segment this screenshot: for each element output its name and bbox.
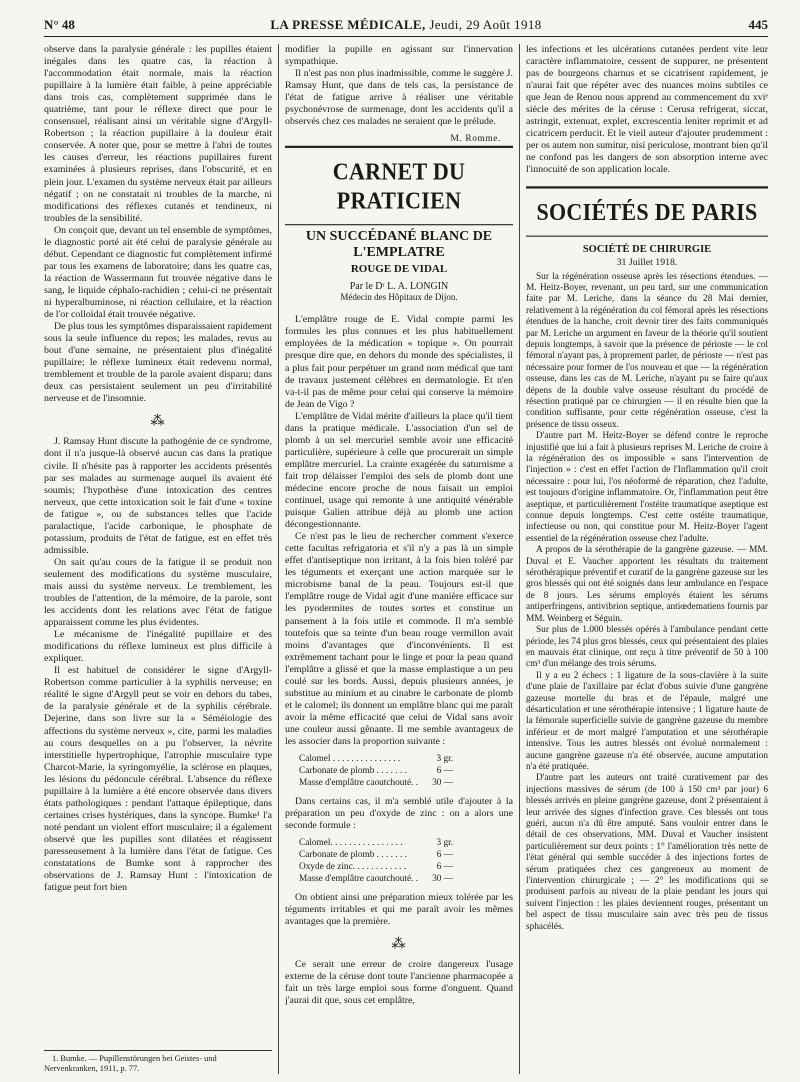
ingredient: Calomel. . . . . . . . . . . . . . . . (299, 838, 403, 849)
society-name: SOCIÉTÉ DE CHIRURGIE (582, 243, 712, 255)
author-affiliation: Médecin des Hôpitaux de Dijon. (340, 292, 458, 303)
paragraph: Sur plus de 1.000 blessés opérés à l'ambulance pendant cette période, les 74 plus gros blessés, ceux qui présentaient des plaies en mauvais état clinique, ont reçu à titre préventif de 50 à 100 cm³ d'un mélange des trois sérums. (526, 625, 768, 670)
paragraph: D'autre part M. Heitz-Boyer se défend contre le reproche injustifié que lui a fait à plusieurs reprises M. Leriche de croire à la régénération des os impossible « sans l'intervention de l'injection » : c'est en effet l'action de l'Inflammation qu'il croit nécessaire : pour lui, l'os néoformé de réparation, chez l'adulte, est toujours d'origine inflammatoire. Or, l'inflammation peut être aseptique, et particulièrement l'ostéite traumatique aseptique est connue depuis longtemps. C'est cette ostéite traumatique, infectieuse ou non, qui constitue pour M. Heitz-Boyer l'agent essentiel de la régénération osseuse chez l'adulte. (526, 431, 768, 544)
issue-date: Jeudi, 29 Août 1918 (429, 17, 542, 32)
ingredient: Carbonate de plomb . . . . . . . (299, 766, 407, 777)
formula-row (299, 754, 457, 766)
footnote: 1. Bumke. — Pupillenstörungen bei Geistes- und Nervenkranken, 1911, p. 77. (44, 1050, 272, 1074)
masthead (44, 17, 768, 33)
quantity: 3 gr. (436, 838, 454, 849)
paragraph: D'autre part les auteurs ont traité curativement par des injections massives de sérum (de 100 à 150 cm³ par jour) 6 blessés arrivés en pleine gangrène gazeuse, dont 2 présentaient à leur arrivée des signes d'infection grave. Ces blessés ont tous guéri, aucun n'a dû être amputé. Sans vouloir entrer dans le détail de ces observations, MM. Duval et Vaucher insistent particulièrement sur deux points : 1° l'amélioration très nette de l'état général qui semble succéder à des injections fortes de sérum pratiquées chez ces gangreneux au moment de l'intervention chirurgicale ; — 2° les modifications qui se produisent parfois au niveau de la plaie pendant les jours qui suivent l'injection : les plaies deviennent rouges, présentant un bel aspect de tissu musculaire sain avec très peu de tissus sphacélés. (526, 773, 768, 932)
paragraph: On obtient ainsi une préparation mieux tolérée par les téguments irritables et qui me paraît avoir les mêmes avantages que la première. (285, 892, 513, 928)
ingredient: Masse d'emplâtre caoutchouté. . (299, 778, 419, 789)
paragraph: On conçoit que, devant un tel ensemble de symptômes, le diagnostic porté ait été celui de paralysie générale au début. Cependant ce diagnostic fut complètement infirmé par tous les examens de laboratoire; dans les quatre cas, la réaction de Wassermann fut trouvée négative dans le sang, le liquide céphalo-rachidien ; celui-ci ne présentait ni hyperalbuminose, ni réaction cellulaire, et la réaction de l'or colloïdal était trouvée négative. (44, 224, 272, 321)
quantity: 6 — (436, 766, 454, 777)
paragraph: Ce n'est pas le lieu de rechercher comment s'exerce cette facultas refrigatoria et s'il n'y a pas là un simple effet d'antiseptique non irritant, à la fois bien toléré par les téguments et exerçant une action marquée sur le microbisme banal de la peau. Toujours est-il que l'emplâtre rouge de Vidal agit d'une manière efficace sur les pyodermites de toutes sortes et constitue un pansement à la fois utile et commode. Il m'a semblé toutefois que sa teinte d'un beau rouge vermillon avait moins d'avantages que d'inconvénients. Il est extrêmement tachant pour le linge et pour la peau quand l'emplâtre a glissé et que la masse emplastique a un peu coulé sur les bords. Aussi, depuis plusieurs années, je substitue au minium et au cinabre le carbonate de plomb et le calomel; ils donnent un emplâtre blanc qui me paraît avoir la même efficacité que celui de Vidal sans avoir une couleur aussi gênante. Il me semble avantageux de les associer dans la proportion suivante : (285, 531, 513, 747)
formula-table (299, 838, 457, 886)
column-1 (44, 44, 272, 1074)
paragraph: Il n'est pas non plus inadmissible, comme le suggère J. Ramsay Hunt, que dans de tels cas, la persistance de l'état de fatigue arrive à réaliser une véritable psychonévrose de surmenage, dont les accidents qu'il a observés chez ces malades ne seraient que le prélude. (285, 68, 513, 128)
journal-name: LA PRESSE MÉDICALE, (270, 17, 426, 32)
session-date: 31 Juillet 1918. (616, 256, 678, 268)
author-signature: M. Romme. (450, 134, 501, 145)
paragraph: A propos de la sérothérapie de la gangrène gazeuse. — MM. Duval et E. Vaucher apportent les résultats du traitement sérothérapique préventif et curatif de la gangrène gazeuse sur les gros blessés qui ont été soignés dans leur ambulance en l'espace de 8 jours. Les sérums employés étaient les sérums antiperfringens, antivibrion septique, antiœdematiens fournis par MM. Weinberg et Séguin. (526, 545, 768, 624)
paragraph: Il y a eu 2 échecs : 1 ligature de la sous-clavière à la suite d'une plaie de l'axillaire par éclat d'obus suivie d'une gangrène gazeuse mortelle du bras et de l'épaule, malgré une désarticulation et une sérothérapie intensive ; 1 ligature haute de la fémorale superficielle suivie de gangrène gazeuse du membre inférieur et de mort malgré l'amputation et une sérothérapie intensive. Tous les autres blessés ont évolué normalement : aucune gangrène gazeuse n'a été observée, aucune amputation n'a été pratiquée. (526, 670, 768, 772)
quantity: 30 — (432, 874, 454, 885)
paragraph: modifier la pupille en agissant sur l'innervation sympathique. (285, 44, 513, 68)
paragraph: Le mécanisme de l'inégalité pupillaire et des modifications du réflexe lumineux est plus difficile à expliquer. (44, 629, 272, 665)
formula-row (299, 874, 457, 886)
formula-table (299, 754, 457, 790)
article-subtitle: ROUGE DE VIDAL (350, 263, 448, 276)
paragraph: Il est habituel de considérer le signe d'Argyll-Robertson comme particulier à la syphilis nerveuse; en réalité le signe d'Argyll peut se voir en dehors du tabes, de la paralysie générale et de la syphilis cérébrale. Dejerine, dans son livre sur la « Séméiologie des affections du système nerveux », cite, parmi les maladies au cours desquelles on a pu l'observer, la névrite interstitielle hypertrophique, l'atrophie musculaire type Charcot-Marie, la syringomyélie, la sclérose en plaques, les lésions du pédoncule cérébral. L'absence du réflexe pupillaire à la lumière a été encore observée dans divers états pathologiques : pendant l'attaque épileptique, dans certaines crises hystériques, dans la syncope. Bumke¹ l'a noté pendant un violent effort musculaire; il a également observé que les pupilles sont dilatées et réagissent paresseusement à la lumière dans l'état de fatigue. Ces constatations de Bumke sont à rapprocher des observations de J. Ramsay Hunt : l'intoxication de fatigue peut fort bien (44, 665, 272, 894)
paragraph: les infections et les ulcérations cutanées perdent vite leur caractère inflammatoire, cessent de suppurer, ne présentent pas de bourgeons charnus et se cicatrisent rapidement, je n'aurai fait que répéter avec des nuances moins subtiles ce que Jean de Renou nous apprend au commencement du xviᵉ siècle des mérites de la céruse : Cerusa refrigerat, siccat, astringit, extenuat, explet, excrescentia leniter reprimit et ad cicatricem perducit. Et le vieil auteur d'ajouter prudemment : per os autem non sumitur, nisi periculose, montrant bien qu'il ne confond pas les dangers de son absorption interne avec l'innocuité de son application locale. (526, 44, 768, 176)
page-number: 445 (748, 17, 768, 32)
paragraph: On sait qu'au cours de la fatigue il se produit non seulement des modifications du système musculaire, mais aussi du système nerveux. Le tremblement, les troubles de l'attention, de la mémoire, de la parole, sont les accidents dont les relations avec l'état de fatigue apparaissent comme les plus évidentes. (44, 556, 272, 629)
ingredient: Carbonate de plomb . . . . . . . (299, 850, 407, 861)
column-2 (285, 44, 513, 1074)
formula-row (299, 838, 457, 850)
section-title: SOCIÉTÉS DE PARIS (526, 186, 768, 236)
ingredient: Calomel . . . . . . . . . . . . . . . (299, 754, 401, 765)
article-title: UN SUCCÉDANÉ BLANC DE L'EMPLATRE (305, 229, 493, 261)
section-separator: ⁂ (150, 414, 166, 430)
paragraph: Dans certains cas, il m'a semblé utile d'ajouter à la préparation un peu d'oxyde de zinc : on a alors une seconde formule : (285, 796, 513, 832)
page-header (44, 14, 768, 37)
quantity: 6 — (436, 862, 454, 873)
ingredient: Oxyde de zinc. . . . . . . . . . . . (299, 862, 407, 873)
article-author: Par le Dʳ L. A. LONGIN (349, 281, 449, 293)
quantity: 3 gr. (436, 754, 454, 765)
formula-row (299, 850, 457, 862)
formula-row (299, 766, 457, 778)
paragraph: L'emplâtre de Vidal mérite d'ailleurs la place qu'il tient dans la pratique médicale. L'association d'un sel de plomb à un sel mercuriel semble avoir une efficacité particulière, supérieure à celle que procurerait un simple emplâtre mercuriel. La crainte exagérée du saturnisme a fait trop délaisser l'emploi des sels de plomb dont une médecine encore proche de nous faisait un emploi continuel, usage qui remonte à une antiquité vénérable puisque Galien attribue déjà au plomb une action décongestionnante. (285, 410, 513, 531)
column-rule (519, 44, 520, 1074)
paragraph: Sur la régénération osseuse après les résections étendues. — M. Heitz-Boyer, revenant, un peu tard, sur une communication faite par M. Leriche, dans la séance du 28 Mai dernier, relativement à la régénération du col fémoral après les résections étendues de la hanche, croit devoir tirer des faits communiqués par M. Leriche un argument en faveur de la théorie qu'il soutient depuis longtemps, à savoir que la présence de périoste — le col fémoral n'ayant pas, à proprement parler, de périoste — n'est pas nécessaire pour former de l'os nouveau et que — la régénération osseuse, dans les cas de M. Leriche, n'ayant pu se faire qu'aux dépens de la double valve osseuse résultant du procédé de résection pratiqué par ce chirurgien — il en résulte bien que la condition suffisante, pour cette régénération osseuse, c'est la présence de tissu osseux. (526, 271, 768, 430)
issue-number: N° 48 (44, 17, 75, 32)
paragraph: J. Ramsay Hunt discute la pathogénie de ce syndrome, dont il n'a jusque-là observé aucun cas dans la pratique civile. Il n'hésite pas à rapporter les accidents présentés par ses malades au surmenage auquel ils avaient été soumis; l'hypothèse d'une intoxication des centres nerveux, que cette intoxication soit le fait d'une « toxine de fatigue », ou de substances telles que l'acide paralactique, l'acide carbonique, le phosphate de potassium, produits de l'état de fatigue, est en effet très admissible. (44, 436, 272, 556)
ingredient: Masse d'emplâtre caoutchouté. . (299, 874, 419, 885)
formula-row (299, 862, 457, 874)
section-title: CARNET DU PRATICIEN (285, 146, 513, 226)
paragraph: L'emplâtre rouge de E. Vidal compte parmi les formules les plus connues et les plus habituellement employées de la médication « topique ». On pourrait presque dire que, en dehors du monde des spécialistes, il a plus fait pour perpétuer un grand nom médical que tant de travaux justement célèbres en dermatologie. Et n'en va-t-il pas de même pour celui qui conserve la mémoire de Jean de Vigo ? (285, 314, 513, 410)
section-separator: ⁂ (391, 937, 407, 953)
paragraph: Ce serait une erreur de croire dangereux l'usage externe de la céruse dont toute l'ancienne pharmacopée a fait un très large emploi sous forme d'onguent. Quand j'aurai dit que, sous cet emplâtre, (285, 959, 513, 1007)
column-rule (278, 44, 279, 1074)
column-3 (526, 44, 768, 1074)
quantity: 30 — (432, 778, 454, 789)
quantity: 6 — (436, 850, 454, 861)
paragraph: De plus tous les symptômes disparaissaient rapidement sous la seule influence du repos; les malades, revus au bout d'une semaine, ne présentaient plus d'inégalité pupillaire; le réflexe lumineux était redevenu normal, tremblement et trouble de la parole avaient disparu; dans deux cas persistaient seulement un peu d'irritabilité nerveuse et de l'insomnie. (44, 321, 272, 405)
formula-row (299, 778, 457, 790)
paragraph: observe dans la paralysie générale : les pupilles étaient inégales dans les quatre cas, la réaction à l'accommodation était normale, mais la réaction pupillaire à la lumière était faible, à peine appréciable dans trois cas, complètement supprimée dans le quatrième, tant pour le réflexe direct que pour le consensuel, réalisant ainsi un véritable signe d'Argyll-Robertson ; la réaction pupillaire à la douleur était conservée. A noter que, pour se mettre à l'abri de toutes les causes d'erreur, les réactions pupillaires furent examinées à plusieurs reprises, dans l'obscurité, et en plein jour. L'examen du système nerveux était par ailleurs négatif ; on ne constatait ni troubles de la marche, ni modifications des réflexes cutanés et tendineux, ni troubles de la sensibilité. (44, 44, 272, 224)
